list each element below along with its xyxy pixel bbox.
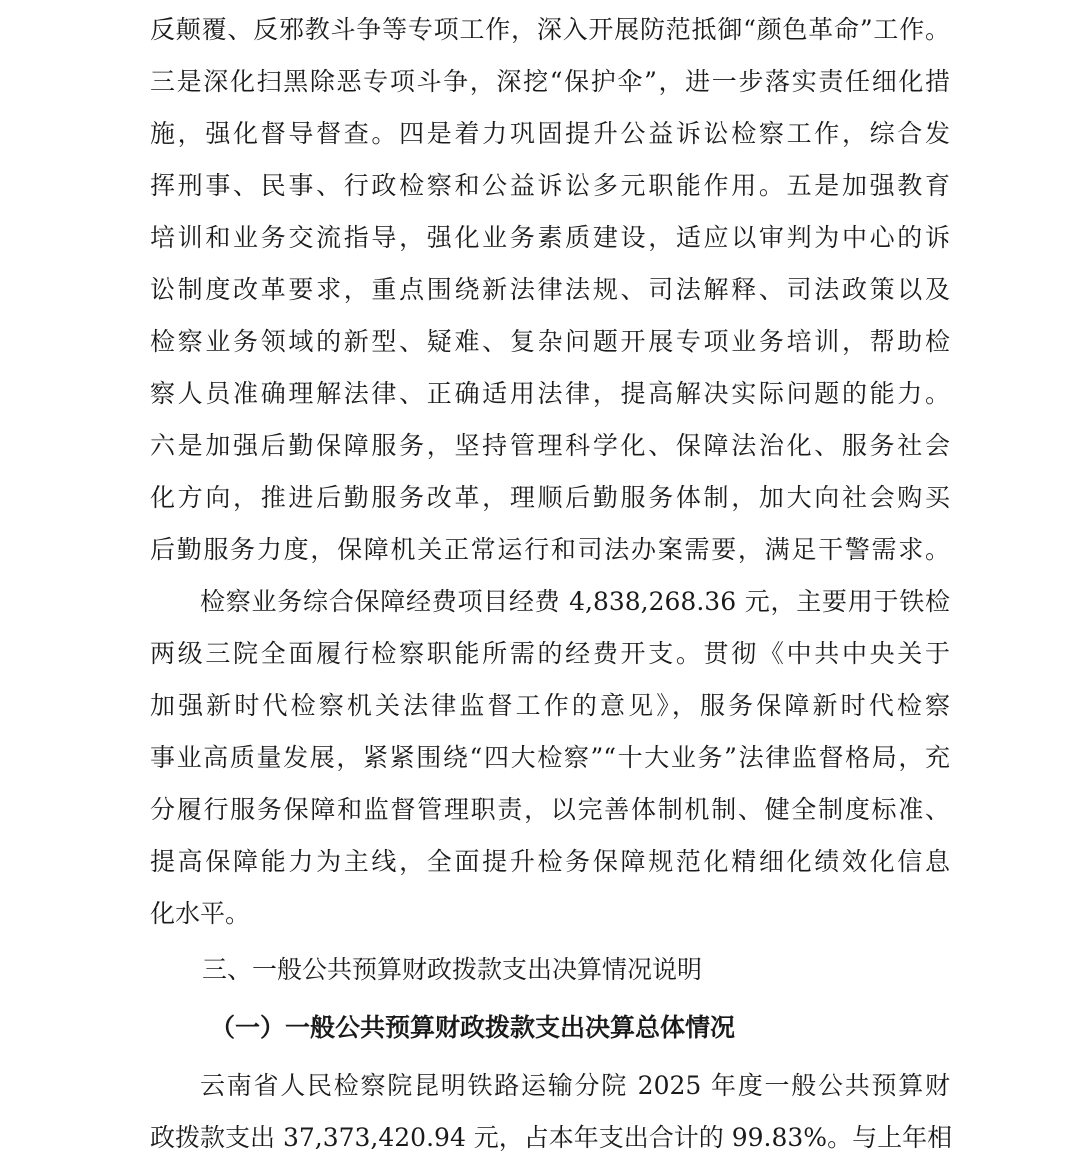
text-line: 后勤服务力度，保障机关正常运行和司法办案需要，满足干警需求。 xyxy=(150,535,950,564)
text-line: 事业高质量发展，紧紧围绕“四大检察”“十大业务”法律监督格局，充 xyxy=(150,743,950,772)
text-line: 检察业务综合保障经费项目经费 4,838,268.36 元，主要用于铁检 xyxy=(200,587,950,616)
text-line: 化方向，推进后勤服务改革，理顺后勤服务体制，加大向社会购买 xyxy=(150,483,950,512)
text-line: 讼制度改革要求，重点围绕新法律法规、司法解释、司法政策以及 xyxy=(150,275,950,304)
text-line: 提高保障能力为主线，全面提升检务保障规范化精细化绩效化信息 xyxy=(150,847,950,876)
text-line: 政拨款支出 37,373,420.94 元，占本年支出合计的 99.83%。与上年相 xyxy=(150,1123,953,1152)
paragraph-continued xyxy=(150,4,950,576)
paragraph-total-expenditure xyxy=(150,1060,953,1164)
text-line: 施，强化督导督查。四是着力巩固提升公益诉讼检察工作，综合发 xyxy=(150,119,950,148)
text-line: 挥刑事、民事、行政检察和公益诉讼多元职能作用。五是加强教育 xyxy=(150,171,950,200)
text-line: 两级三院全面履行检察职能所需的经费开支。贯彻《中共中央关于 xyxy=(150,639,950,668)
text-line: 加强新时代检察机关法律监督工作的意见》，服务保障新时代检察 xyxy=(150,691,950,720)
text-line: 培训和业务交流指导，强化业务素质建设，适应以审判为中心的诉 xyxy=(150,223,950,252)
text-line: 察人员准确理解法律、正确适用法律，提高解决实际问题的能力。 xyxy=(150,379,950,408)
text-line: 分履行服务保障和监督管理职责，以完善体制机制、健全制度标准、 xyxy=(150,795,950,824)
section-heading: 三、一般公共预算财政拨款支出决算情况说明 xyxy=(202,955,703,984)
text-line: 云南省人民检察院昆明铁路运输分院 2025 年度一般公共预算财 xyxy=(200,1071,950,1100)
text-line: 化水平。 xyxy=(150,899,251,928)
text-line: 六是加强后勤保障服务，坚持管理科学化、保障法治化、服务社会 xyxy=(150,431,950,460)
paragraph-project-funds xyxy=(150,576,950,940)
subsection-heading: （一）一般公共预算财政拨款支出决算总体情况 xyxy=(210,1013,736,1042)
text-line: 反颠覆、反邪教斗争等专项工作，深入开展防范抵御“颜色革命”工作。 xyxy=(150,15,950,44)
document-page xyxy=(150,0,953,1164)
text-line: 三是深化扫黑除恶专项斗争，深挖“保护伞”，进一步落实责任细化措 xyxy=(150,67,950,96)
text-line: 检察业务领域的新型、疑难、复杂问题开展专项业务培训，帮助检 xyxy=(150,327,950,356)
